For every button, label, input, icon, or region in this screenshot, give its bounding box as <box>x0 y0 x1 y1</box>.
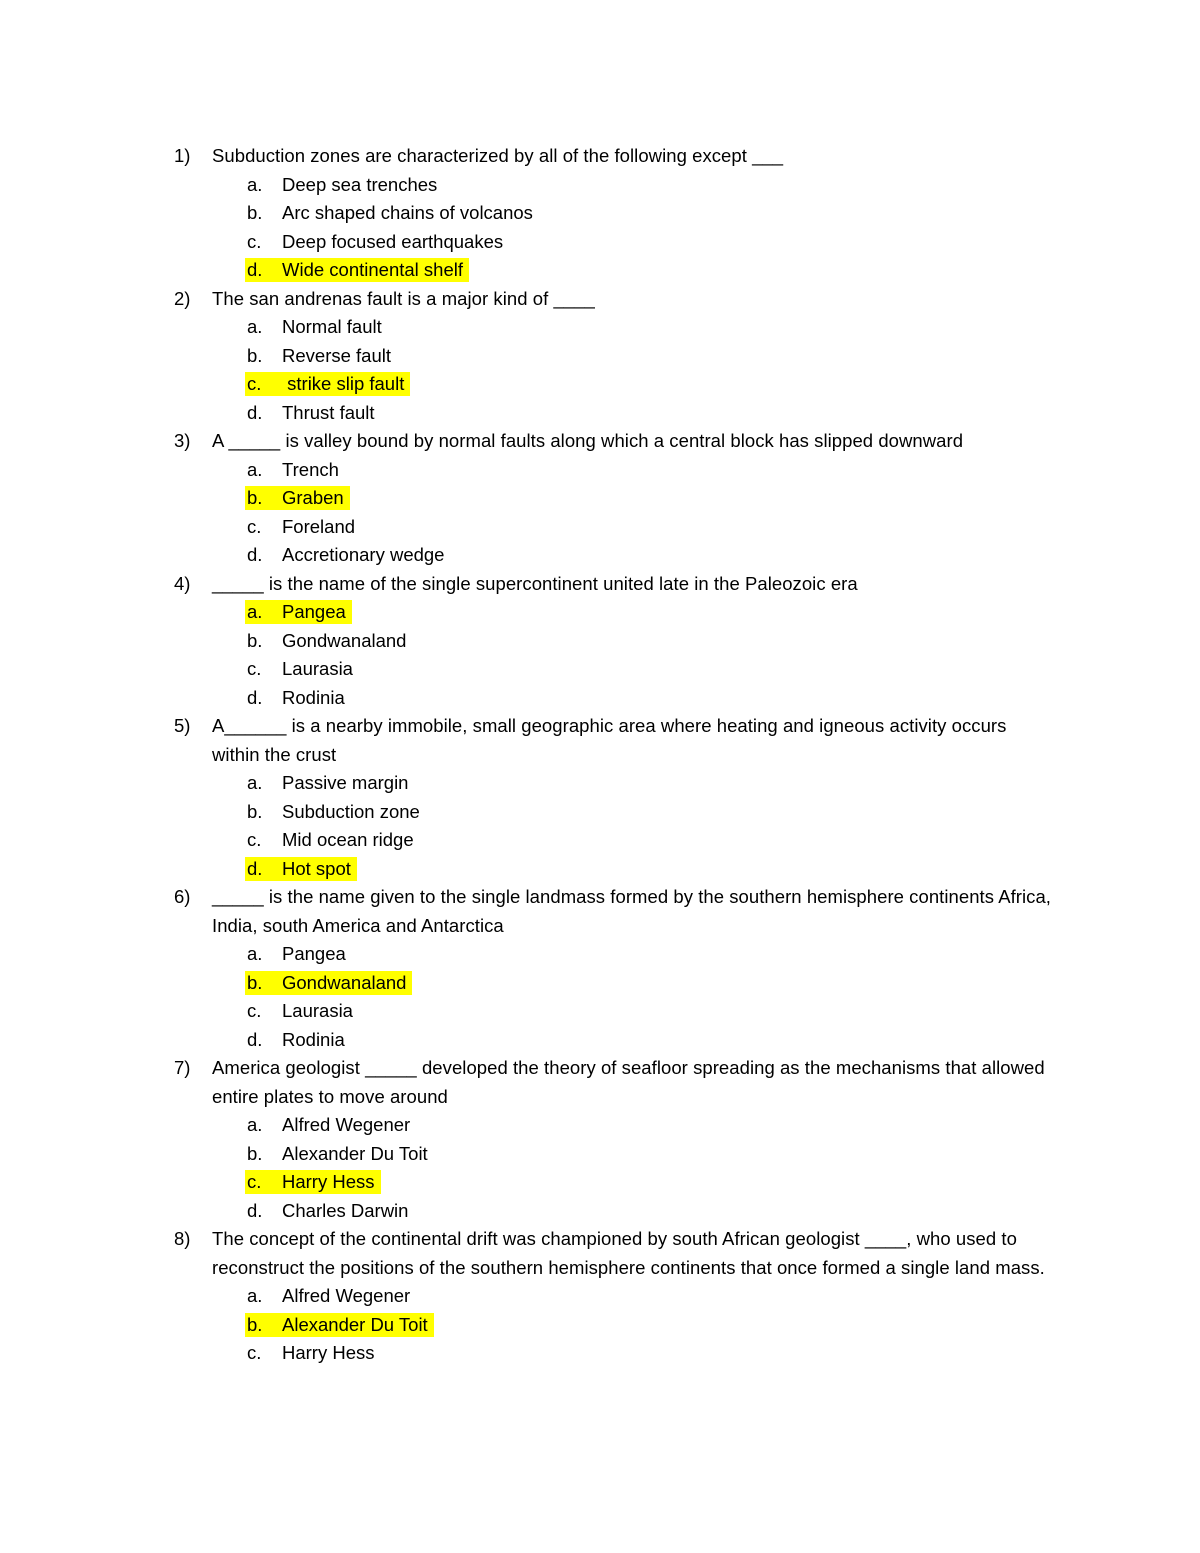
option-letter: c. <box>247 1171 262 1192</box>
option-text: Alexander Du Toit <box>282 1313 428 1335</box>
option-letter: b. <box>247 629 263 651</box>
answer-options <box>212 1282 1200 1368</box>
option-letter: b. <box>247 487 263 508</box>
answer-option <box>247 313 1200 342</box>
answer-option <box>247 1197 1200 1226</box>
option-row <box>245 486 350 510</box>
option-letter: c. <box>247 658 262 679</box>
answer-option-highlighted <box>247 370 1200 399</box>
option-row <box>245 344 397 368</box>
option-text: Passive margin <box>282 772 409 793</box>
option-row <box>245 372 410 396</box>
option-row <box>245 173 443 197</box>
option-row <box>245 1142 434 1166</box>
option-row <box>245 1313 434 1337</box>
answer-option <box>247 1140 1200 1169</box>
option-text: Harry Hess <box>282 1342 375 1363</box>
answer-option-highlighted <box>247 1311 1200 1340</box>
option-text: Laurasia <box>282 1000 353 1021</box>
option-letter: a. <box>247 316 263 337</box>
option-text: Deep sea trenches <box>282 173 438 195</box>
option-row <box>245 458 345 482</box>
option-row <box>245 1113 416 1137</box>
option-letter: d. <box>247 686 263 708</box>
question-item <box>0 285 1200 428</box>
option-letter: c. <box>247 515 262 537</box>
question-item <box>0 1225 1200 1368</box>
answer-option <box>247 171 1200 200</box>
option-letter: a. <box>247 1285 263 1306</box>
answer-options <box>212 171 1200 285</box>
option-text: Gondwanaland <box>282 971 407 993</box>
option-text: Normal fault <box>282 316 382 337</box>
option-letter: b. <box>247 971 263 993</box>
option-text: Alfred Wegener <box>282 1285 411 1306</box>
option-text: Alexander Du Toit <box>282 1142 428 1164</box>
question-text: America geologist _____ developed the theory of seafloor spreading as the mechanisms that allowed entire plates to move around <box>212 1057 1045 1107</box>
option-text: Charles Darwin <box>282 1199 409 1221</box>
answer-option <box>247 1026 1200 1055</box>
question-list <box>0 142 1200 1368</box>
question-number: 8) <box>174 1228 191 1249</box>
answer-option-highlighted <box>247 1168 1200 1197</box>
option-letter: b. <box>247 1142 263 1164</box>
question-item <box>0 570 1200 713</box>
question-text: A______ is a nearby immobile, small geographic area where heating and igneous activity occurs within the crust <box>212 715 1007 765</box>
option-row <box>245 629 412 653</box>
option-letter: a. <box>247 173 263 195</box>
option-row <box>245 230 509 254</box>
answer-option <box>247 199 1200 228</box>
question-number: 2) <box>174 287 191 309</box>
answer-option <box>247 456 1200 485</box>
question-text: A _____ is valley bound by normal faults along which a central block has slipped downward <box>212 430 964 451</box>
answer-options <box>212 769 1200 883</box>
option-text: Subduction zone <box>282 800 420 822</box>
option-letter: d. <box>247 259 263 280</box>
option-text: Mid ocean ridge <box>282 829 414 850</box>
answer-options <box>212 598 1200 712</box>
question-item <box>0 883 1200 1054</box>
option-row <box>245 999 359 1023</box>
option-text: Foreland <box>282 515 356 537</box>
option-letter: b. <box>247 344 263 366</box>
question-text: Subduction zones are characterized by all of the following except ___ <box>212 145 784 166</box>
option-letter: a. <box>247 601 263 622</box>
answer-option <box>247 997 1200 1026</box>
question-text: The concept of the continental drift was championed by south African geologist ____, who used to reconstruct the positions of the southern hemisphere continents that once formed a single land mass. <box>212 1228 1045 1278</box>
option-text: Graben <box>282 487 344 508</box>
option-letter: d. <box>247 857 263 879</box>
option-text: Thrust fault <box>282 401 375 423</box>
option-text: Alfred Wegener <box>282 1114 411 1135</box>
option-letter: a. <box>247 458 263 480</box>
option-letter: c. <box>247 373 262 394</box>
answer-option <box>247 684 1200 713</box>
option-row <box>245 857 357 881</box>
option-text: Rodinia <box>282 686 345 708</box>
answer-option <box>247 399 1200 428</box>
option-row <box>245 800 426 824</box>
option-letter: a. <box>247 772 263 793</box>
option-row <box>245 828 420 852</box>
option-text: Wide continental shelf <box>282 259 463 280</box>
answer-option <box>247 513 1200 542</box>
answer-option <box>247 940 1200 969</box>
option-text: Pangea <box>282 601 346 622</box>
option-row <box>245 686 351 710</box>
option-letter: d. <box>247 1199 263 1221</box>
question-text: _____ is the name given to the single landmass formed by the southern hemisphere continents Africa, India, south America and Antarctica <box>212 886 1051 936</box>
option-row <box>245 1199 414 1223</box>
option-row <box>245 1341 381 1365</box>
option-letter: b. <box>247 202 263 223</box>
answer-options <box>212 940 1200 1054</box>
option-letter: b. <box>247 800 263 822</box>
answer-option <box>247 769 1200 798</box>
option-row <box>245 543 450 567</box>
question-text: _____ is the name of the single supercontinent united late in the Paleozoic era <box>212 572 858 594</box>
question-number: 4) <box>174 572 191 594</box>
option-text: Deep focused earthquakes <box>282 230 504 252</box>
answer-option <box>247 826 1200 855</box>
option-text: Accretionary wedge <box>282 544 445 565</box>
option-row <box>245 258 469 282</box>
question-text: The san andrenas fault is a major kind of ____ <box>212 287 595 309</box>
option-row <box>245 600 352 624</box>
answer-option-highlighted <box>247 598 1200 627</box>
question-item <box>0 142 1200 285</box>
option-row <box>245 315 388 339</box>
question-item <box>0 1054 1200 1225</box>
option-row <box>245 1284 416 1308</box>
option-text: Gondwanaland <box>282 629 407 651</box>
question-number: 6) <box>174 886 191 907</box>
answer-option-highlighted <box>247 969 1200 998</box>
answer-option <box>247 1282 1200 1311</box>
answer-option <box>247 798 1200 827</box>
option-letter: c. <box>247 1000 262 1021</box>
option-letter: b. <box>247 1313 263 1335</box>
option-text: Harry Hess <box>282 1171 375 1192</box>
option-row <box>245 942 352 966</box>
answer-option <box>247 228 1200 257</box>
option-row <box>245 515 361 539</box>
option-text: Pangea <box>282 943 346 964</box>
question-number: 5) <box>174 715 191 736</box>
answer-option <box>247 655 1200 684</box>
question-item <box>0 427 1200 570</box>
option-letter: a. <box>247 943 263 964</box>
question-number: 3) <box>174 430 191 451</box>
option-row <box>245 1028 351 1052</box>
option-letter: a. <box>247 1114 263 1135</box>
option-row <box>245 971 412 995</box>
option-letter: d. <box>247 1028 263 1050</box>
option-letter: d. <box>247 401 263 423</box>
option-row <box>245 201 539 225</box>
option-row <box>245 657 359 681</box>
question-number: 7) <box>174 1057 191 1078</box>
option-text: Hot spot <box>282 857 351 879</box>
option-letter: c. <box>247 230 262 252</box>
option-text: Reverse fault <box>282 344 391 366</box>
answer-option <box>247 627 1200 656</box>
option-text: Rodinia <box>282 1028 345 1050</box>
option-text: Trench <box>282 458 339 480</box>
answer-option <box>247 541 1200 570</box>
answer-option <box>247 1111 1200 1140</box>
option-letter: d. <box>247 544 263 565</box>
answer-option-highlighted <box>247 855 1200 884</box>
option-letter: c. <box>247 1342 262 1363</box>
option-text: Arc shaped chains of volcanos <box>282 202 533 223</box>
question-number: 1) <box>174 145 191 166</box>
option-row <box>245 1170 381 1194</box>
option-letter: c. <box>247 829 262 850</box>
answer-option <box>247 1339 1200 1368</box>
answer-options <box>212 456 1200 570</box>
answer-options <box>212 1111 1200 1225</box>
answer-option-highlighted <box>247 256 1200 285</box>
answer-options <box>212 313 1200 427</box>
option-text: Laurasia <box>282 658 353 679</box>
option-row <box>245 401 381 425</box>
answer-option-highlighted <box>247 484 1200 513</box>
question-item <box>0 712 1200 883</box>
answer-option <box>247 342 1200 371</box>
option-row <box>245 771 414 795</box>
option-text: strike slip fault <box>282 373 405 394</box>
